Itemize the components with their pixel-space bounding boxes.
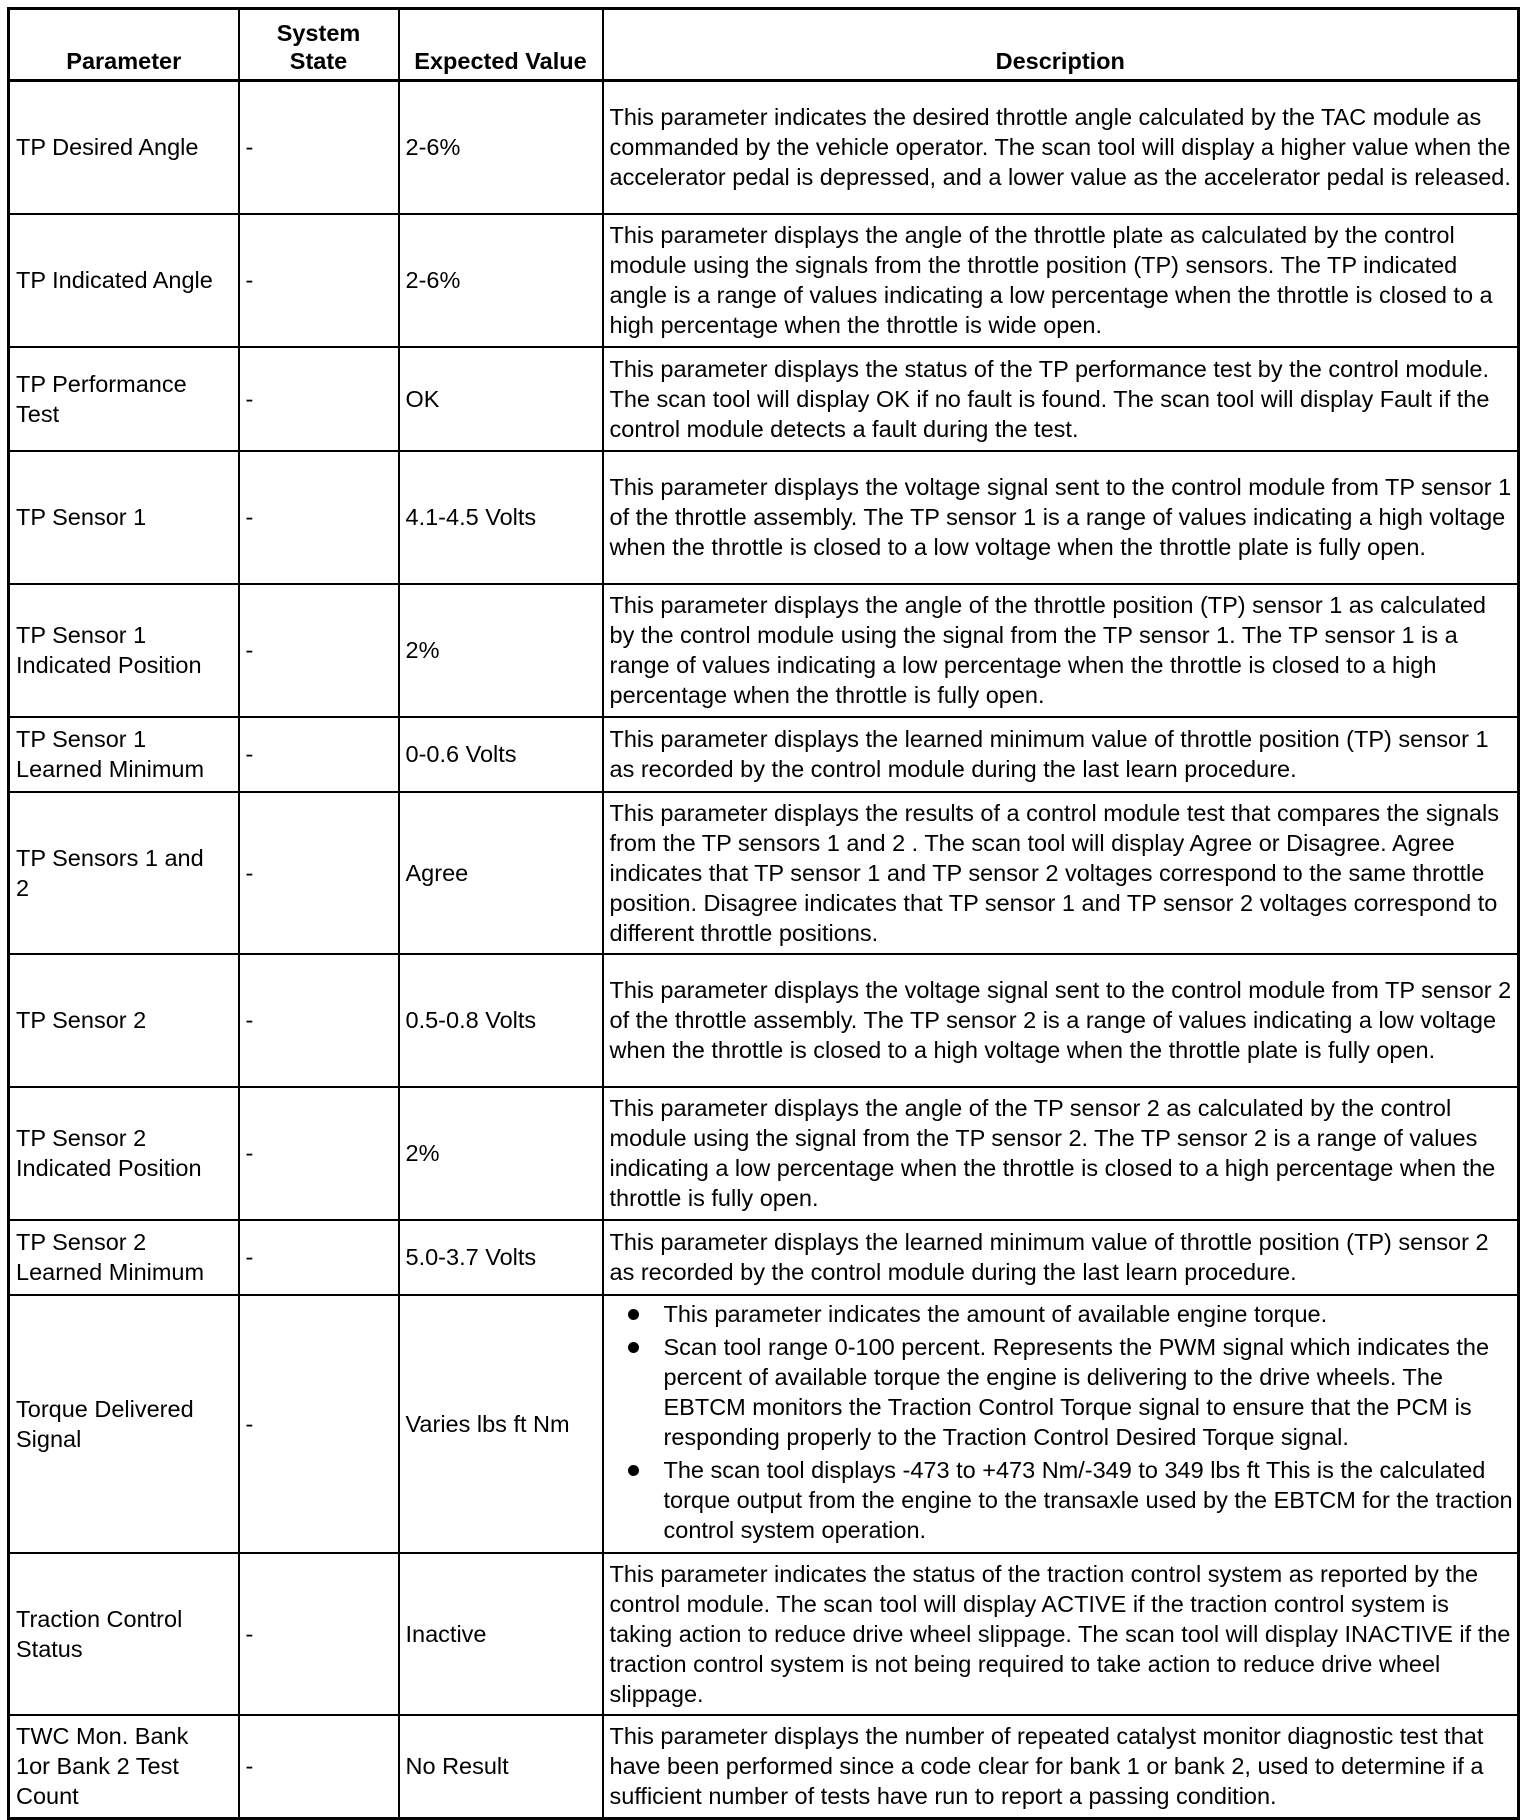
cell-system-state: -	[239, 1715, 399, 1819]
cell-expected-value: 2%	[399, 1087, 603, 1220]
cell-description: This parameter displays the learned minimum value of throttle position (TP) sensor 2 as recorded by the control module during the last learn procedure.	[603, 1220, 1519, 1295]
header-description: Description	[603, 9, 1519, 81]
cell-description: This parameter displays the angle of the throttle position (TP) sensor 1 as calculated by the control module using the signal from the TP sensor 1. The TP sensor 1 is a range of values indicating a low percentage when the throttle is closed to a high percentage when the throttle is fully open.	[603, 584, 1519, 717]
cell-description	[603, 1295, 1519, 1553]
cell-parameter	[9, 717, 239, 792]
cell-system-state: -	[239, 451, 399, 584]
table-row	[9, 81, 1519, 214]
cell-expected-value: OK	[399, 347, 603, 451]
table-row	[9, 1295, 1519, 1553]
cell-parameter-text: Traction Control Status	[16, 1605, 183, 1662]
header-expected-value: Expected Value	[399, 9, 603, 81]
cell-system-state: -	[239, 214, 399, 347]
list-item-text: The scan tool displays -473 to +473 Nm/-349 to 349 lbs ft This is the calculated torque output from the engine to the transaxle used by the EBTCM for the traction control system operation.	[663, 1457, 1513, 1543]
header-system-state	[239, 9, 399, 81]
list-item-text: Scan tool range 0-100 percent. Represents the PWM signal which indicates the percent of available torque the engine is delivering to the drive wheels. The EBTCM monitors the Traction Control Torque signal to ensure that the PCM is responding properly to the Traction Control Desired Torque signal.	[663, 1334, 1490, 1450]
cell-parameter	[9, 1553, 239, 1715]
cell-description: This parameter indicates the desired throttle angle calculated by the TAC module as commanded by the vehicle operator. The scan tool will display a higher value when the accelerator pedal is depressed, and a lower value as the accelerator pedal is released.	[603, 81, 1519, 214]
cell-description: This parameter indicates the status of the traction control system as reported by the control module. The scan tool will display ACTIVE if the traction control system is taking action to reduce drive wheel slippage. The scan tool will display INACTIVE if the traction control system is not being required to take action to reduce drive wheel slippage.	[603, 1553, 1519, 1715]
table-row	[9, 584, 1519, 717]
header-parameter: Parameter	[9, 9, 239, 81]
table-row	[9, 214, 1519, 347]
cell-system-state: -	[239, 81, 399, 214]
cell-parameter	[9, 792, 239, 954]
cell-description: This parameter displays the angle of the TP sensor 2 as calculated by the control module using the signal from the TP sensor 2. The TP sensor 2 is a range of values indicating a low percentage when the throttle is closed to a high percentage when the throttle is fully open.	[603, 1087, 1519, 1220]
cell-system-state: -	[239, 1553, 399, 1715]
table-row	[9, 1553, 1519, 1715]
cell-system-state: -	[239, 1087, 399, 1220]
cell-description: This parameter displays the voltage signal sent to the control module from TP sensor 1 of the throttle assembly. The TP sensor 1 is a range of values indicating a high voltage when the throttle is closed to a low voltage when the throttle plate is fully open.	[603, 451, 1519, 584]
cell-parameter-text: TP Sensor 2 Indicated Position	[16, 1125, 202, 1181]
cell-parameter-text: TP Sensor 2 Learned Minimum	[16, 1229, 205, 1285]
table-row	[9, 717, 1519, 792]
cell-parameter	[9, 584, 239, 717]
cell-parameter: TP Desired Angle	[9, 81, 239, 214]
header-system-state-label: System State	[276, 20, 361, 74]
cell-parameter-text: TP Sensors 1 and 2	[16, 844, 204, 901]
cell-parameter-text: TP Sensor 1 Learned Minimum	[16, 726, 205, 782]
cell-expected-value: Varies lbs ft Nm	[399, 1295, 603, 1553]
cell-parameter-text: Torque Delivered Signal	[16, 1395, 194, 1452]
cell-system-state: -	[239, 717, 399, 792]
cell-description: This parameter displays the angle of the throttle plate as calculated by the control module using the signals from the throttle position (TP) sensors. The TP indicated angle is a range of values indicating a low percentage when the throttle is closed to a high percentage when the throttle is wide open.	[603, 214, 1519, 347]
cell-parameter: TP Sensor 2	[9, 954, 239, 1087]
cell-expected-value: 4.1-4.5 Volts	[399, 451, 603, 584]
table-row	[9, 792, 1519, 954]
cell-description: This parameter displays the results of a control module test that compares the signals from the TP sensors 1 and 2 . The scan tool will display Agree or Disagree. Agree indicates that TP sensor 1 and TP sensor 2 voltages correspond to the same throttle position. Disagree indicates that TP sensor 1 and TP sensor 2 voltages correspond to different throttle positions.	[603, 792, 1519, 954]
cell-parameter-text: TP Sensor 1 Indicated Position	[16, 622, 202, 678]
cell-system-state: -	[239, 792, 399, 954]
cell-system-state: -	[239, 347, 399, 451]
table-row	[9, 954, 1519, 1087]
table-row	[9, 347, 1519, 451]
cell-parameter: TP Indicated Angle	[9, 214, 239, 347]
cell-expected-value: 2-6%	[399, 214, 603, 347]
list-item	[610, 1332, 1514, 1452]
cell-expected-value: 0-0.6 Volts	[399, 717, 603, 792]
cell-parameter	[9, 1087, 239, 1220]
cell-expected-value: 2-6%	[399, 81, 603, 214]
table-header	[9, 9, 1519, 81]
cell-system-state: -	[239, 1220, 399, 1295]
table-row	[9, 451, 1519, 584]
table-row	[9, 1087, 1519, 1220]
cell-parameter	[9, 1715, 239, 1819]
cell-expected-value: 2%	[399, 584, 603, 717]
cell-system-state: -	[239, 584, 399, 717]
cell-parameter	[9, 1295, 239, 1553]
cell-parameter-text: TP Performance Test	[16, 370, 187, 427]
cell-system-state: -	[239, 954, 399, 1087]
cell-parameter-text: TWC Mon. Bank 1or Bank 2 Test Count	[16, 1723, 189, 1810]
cell-description: This parameter displays the voltage signal sent to the control module from TP sensor 2 of the throttle assembly. The TP sensor 2 is a range of values indicating a low voltage when the throttle is closed to a high voltage when the throttle plate is fully open.	[603, 954, 1519, 1087]
table-row	[9, 1715, 1519, 1819]
list-item-text: This parameter indicates the amount of available engine torque.	[663, 1301, 1328, 1327]
cell-expected-value: Inactive	[399, 1553, 603, 1715]
table-body	[9, 81, 1519, 1819]
header-row	[9, 9, 1519, 81]
cell-parameter	[9, 347, 239, 451]
cell-description: This parameter displays the learned minimum value of throttle position (TP) sensor 1 as recorded by the control module during the last learn procedure.	[603, 717, 1519, 792]
bullet-list	[610, 1299, 1514, 1545]
cell-parameter	[9, 1220, 239, 1295]
list-item	[610, 1455, 1514, 1545]
table-row	[9, 1220, 1519, 1295]
cell-parameter: TP Sensor 1	[9, 451, 239, 584]
bullet-icon	[628, 1465, 639, 1476]
cell-system-state: -	[239, 1295, 399, 1553]
cell-expected-value: 0.5-0.8 Volts	[399, 954, 603, 1087]
bullet-icon	[628, 1342, 639, 1353]
cell-expected-value: No Result	[399, 1715, 603, 1819]
cell-expected-value: 5.0-3.7 Volts	[399, 1220, 603, 1295]
cell-description: This parameter displays the status of the TP performance test by the control module. The scan tool will display OK if no fault is found. The scan tool will display Fault if the control module detects a fault during the test.	[603, 347, 1519, 451]
list-item	[610, 1299, 1514, 1329]
bullet-icon	[628, 1309, 639, 1320]
parameter-table	[7, 7, 1520, 1820]
cell-expected-value: Agree	[399, 792, 603, 954]
cell-description: This parameter displays the number of repeated catalyst monitor diagnostic test that have been performed since a code clear for bank 1 or bank 2, used to determine if a sufficient number of tests have run to report a passing condition.	[603, 1715, 1519, 1819]
